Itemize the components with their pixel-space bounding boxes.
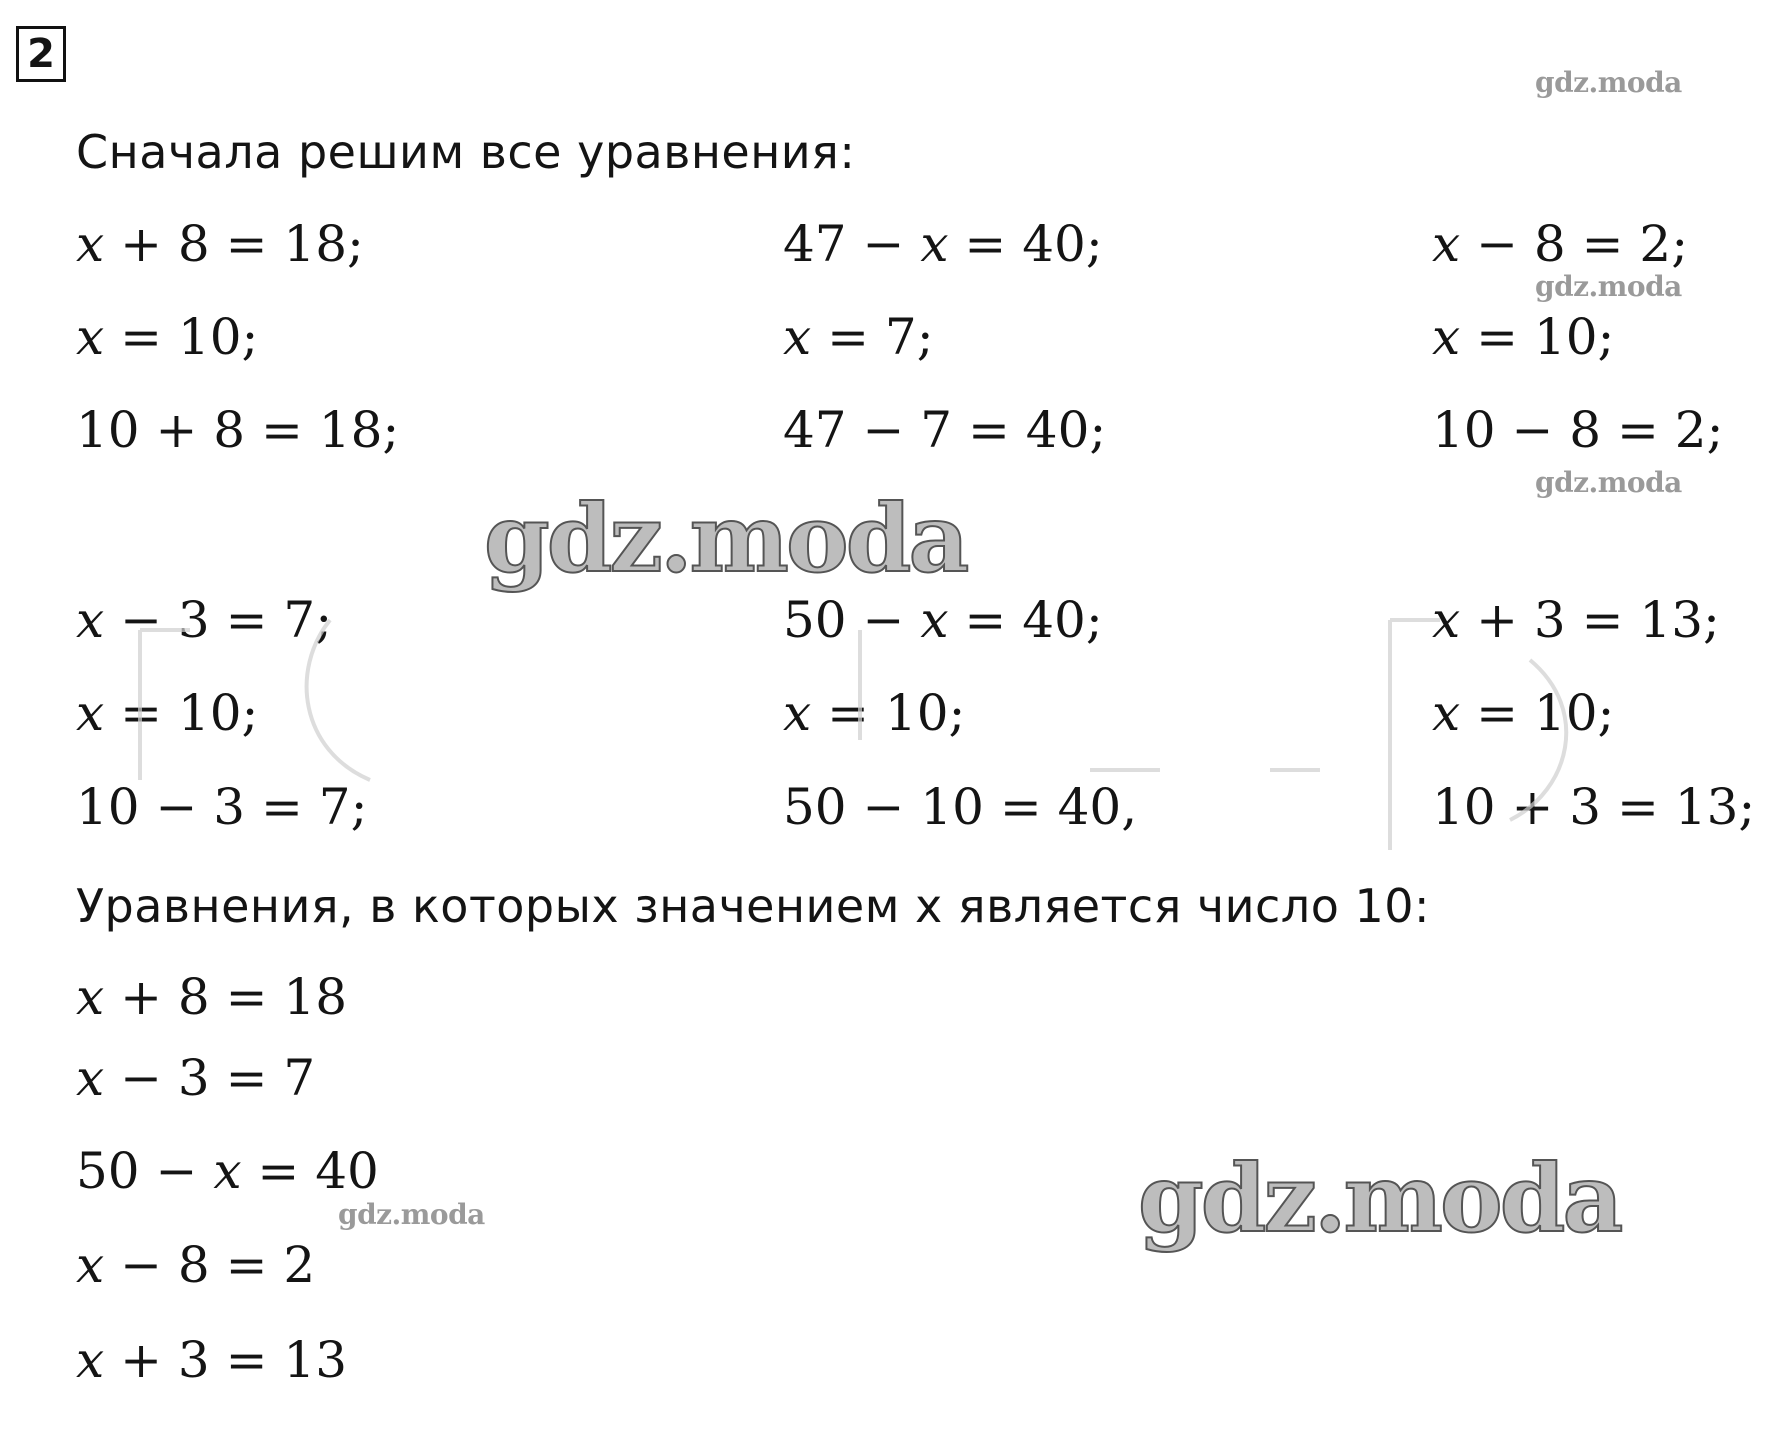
equation-g1-c1-r1 (76, 214, 364, 274)
equation-text: = 10; (1460, 308, 1615, 366)
equation-text: = 40; (948, 215, 1103, 273)
answer-equation-2 (76, 1048, 315, 1108)
equation-text: = 10; (1460, 684, 1615, 742)
equation-g1-c2-r2 (783, 307, 934, 367)
equation-text: = 10; (104, 308, 259, 366)
equation-text: = 10; (811, 684, 966, 742)
equation-g2-c2-r2 (783, 683, 965, 743)
equation-text: − 8 = 2; (1460, 215, 1689, 273)
watermark-small: gdz.moda (1535, 466, 1682, 499)
equation-text: + 8 = 18 (104, 968, 348, 1026)
equation-text: 50 − 10 = 40, (783, 778, 1138, 836)
equation-g2-c2-r3 (783, 777, 1137, 837)
equation-text: = 40 (241, 1142, 379, 1200)
variable-x: x (783, 684, 812, 742)
equation-text: = 10; (104, 684, 259, 742)
equation-text: + 3 = 13 (104, 1331, 348, 1389)
equation-g2-c1-r2 (76, 683, 258, 743)
variable-x: x (920, 591, 949, 649)
variable-x: x (76, 1331, 105, 1389)
watermark-large: gdz.moda (1138, 1144, 1621, 1254)
equation-g1-c2-r1 (783, 214, 1103, 274)
equation-g2-c3-r2 (1432, 683, 1614, 743)
watermark-small: gdz.moda (1535, 270, 1682, 303)
equation-g1-c1-r3 (76, 400, 399, 460)
conclusion-text: Уравнения, в которых значением x является число 10: (76, 879, 1430, 933)
variable-x: x (213, 1142, 242, 1200)
variable-x: x (783, 308, 812, 366)
equation-g2-c1-r3 (76, 777, 367, 837)
equation-g1-c2-r3 (783, 400, 1106, 460)
task-number: 2 (16, 26, 66, 82)
answer-equation-1 (76, 967, 347, 1027)
variable-x: x (76, 215, 105, 273)
variable-x: x (76, 1236, 105, 1294)
equation-text: + 8 = 18; (104, 215, 364, 273)
variable-x: x (920, 215, 949, 273)
equation-text: − 3 = 7; (104, 591, 333, 649)
equation-g1-c3-r3 (1432, 400, 1723, 460)
watermark-small: gdz.moda (338, 1198, 485, 1231)
variable-x: x (1432, 308, 1461, 366)
equation-text: 10 − 3 = 7; (76, 778, 368, 836)
variable-x: x (1432, 684, 1461, 742)
watermark-large: gdz.moda (484, 484, 967, 594)
variable-x: x (76, 591, 105, 649)
equation-g2-c1-r1 (76, 590, 332, 650)
variable-x: x (1432, 591, 1461, 649)
equation-g1-c3-r1 (1432, 214, 1688, 274)
equation-g2-c3-r1 (1432, 590, 1720, 650)
watermark-small: gdz.moda (1535, 66, 1682, 99)
variable-x: x (76, 1049, 105, 1107)
answer-equation-3 (76, 1141, 379, 1201)
variable-x: x (1432, 215, 1461, 273)
variable-x: x (76, 684, 105, 742)
equation-text: 47 − 7 = 40; (783, 401, 1107, 459)
equation-text: 50 − (76, 1142, 214, 1200)
equation-text: 47 − (783, 215, 921, 273)
equation-text: 50 − (783, 591, 921, 649)
equation-text: 10 + 3 = 13; (1432, 778, 1756, 836)
equation-text: 10 − 8 = 2; (1432, 401, 1724, 459)
equation-text: − 3 = 7 (104, 1049, 316, 1107)
equation-text: 10 + 8 = 18; (76, 401, 400, 459)
equation-text: + 3 = 13; (1460, 591, 1720, 649)
variable-x: x (76, 968, 105, 1026)
equation-g1-c1-r2 (76, 307, 258, 367)
variable-x: x (76, 308, 105, 366)
equation-g2-c2-r1 (783, 590, 1103, 650)
answer-equation-5 (76, 1330, 347, 1390)
equation-text: = 40; (948, 591, 1103, 649)
intro-text: Сначала решим все уравнения: (76, 125, 856, 179)
equation-g1-c3-r2 (1432, 307, 1614, 367)
answer-equation-4 (76, 1235, 315, 1295)
equation-text: − 8 = 2 (104, 1236, 316, 1294)
equation-text: = 7; (811, 308, 934, 366)
equation-g2-c3-r3 (1432, 777, 1755, 837)
